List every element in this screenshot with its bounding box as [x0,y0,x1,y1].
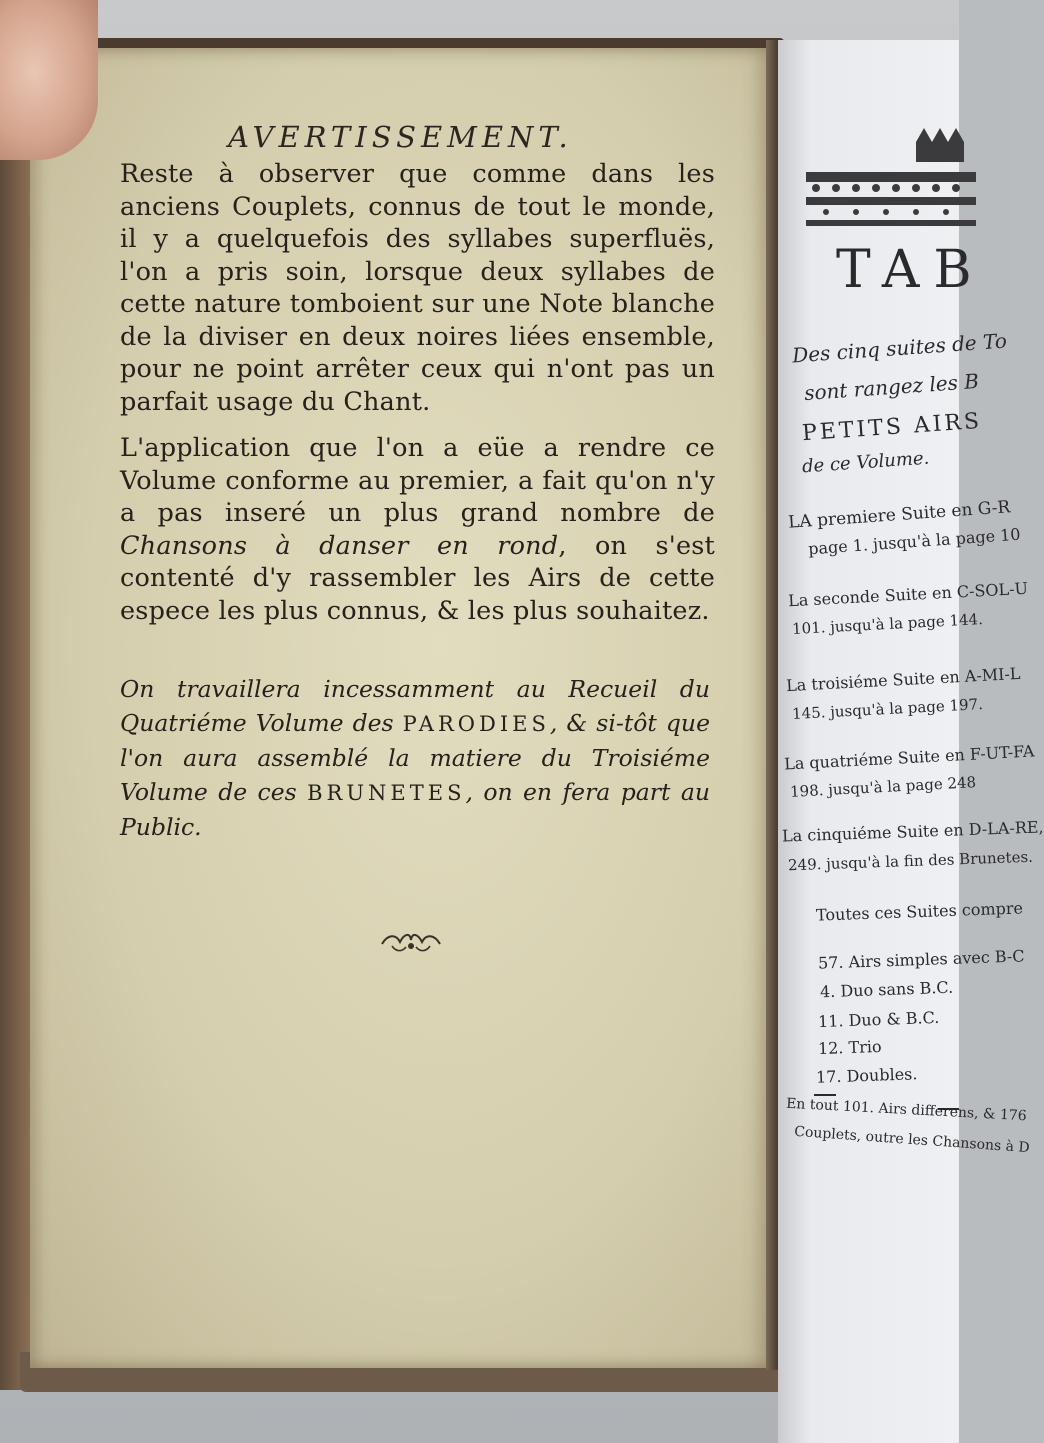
publication-notice [120,672,710,844]
paragraph-1 [120,158,715,418]
summary-intro: Toutes ces Suites compre [815,898,1024,925]
thumb [0,0,98,160]
table-intro-3: PETITS AIRS [801,408,983,447]
table-intro-4: de ce Volume. [801,447,930,478]
right-page [778,40,1044,1443]
notice-parodies: PARODIES [402,712,550,736]
suite-3-line-1: La troisiéme Suite en A-MI-L [785,663,1021,696]
book-cover-left [0,150,30,1390]
suite-5-line-2: 249. jusqu'à la fin des Brunetes. [787,847,1034,875]
suite-4-line-2: 198. jusqu'à la page 248 [789,773,977,801]
table-intro-1: Des cinq suites de To [791,328,1008,368]
total-line-1: En tout 101. Airs differens, & 176 [785,1095,1028,1125]
suite-5-line-1: La cinquiéme Suite en D-LA-RE, [781,817,1044,846]
suite-4-line-1: La quatriéme Suite en F-UT-FA [783,741,1035,774]
paragraph-2-before: L'application que l'on a eüe a rendre ce Volume conforme au premier, a fait qu'on n'y a pas inseré un plus grand nombre de [120,433,715,528]
paragraph-2-italic: Chansons à danser en rond [120,530,559,561]
paragraph-1-text: Reste à observer que comme dans les anciens Couplets, connus de tout le monde, il y a quelquefois des syllabes superfluës, l'on a pris soin, lorsque deux syllabes de cette nature tomboient sur une Note blanche de la diviser en deux noires liées ensemble, pour ne point arrêter ceux qui n'ont pas un parfait usage du Chant. [120,159,715,417]
table-title: TAB [836,240,986,300]
running-head: AVERTISSEMENT. [228,120,573,154]
count-doubles: 17. Doubles. [815,1064,918,1087]
suite-2-line-2: 101. jusqu'à la page 144. [791,610,984,638]
notice-brunetes: BRUNETES [307,781,466,805]
paragraph-2-after: , on s'est contenté d'y rassembler les Airs de cette espece les plus connus, & les plus souhaitez. [120,530,715,626]
decorative-border-icon [806,102,976,232]
table-intro-2: sont rangez les B [803,368,980,406]
sum-rule [814,1094,836,1096]
count-airs-simples: 57. Airs simples avec B-C [817,946,1025,973]
count-trio: 12. Trio [817,1036,882,1059]
count-duo-bc: 11. Duo & B.C. [817,1007,940,1032]
notice-text-3: , on en fera part au Public. [120,778,710,841]
suite-3-line-2: 145. jusqu'à la page 197. [791,695,984,723]
paragraph-2 [120,432,715,627]
suite-1-line-1: LA premiere Suite en G-R [787,497,1011,533]
notice-text-2: , & si-tôt que l'on aura assemblé la matiere du Troisiéme Volume de ces [120,709,710,806]
total-line-2: Couplets, outre les Chansons à D [793,1123,1031,1157]
suite-2-line-1: La seconde Suite en C-SOL-U [787,578,1029,611]
fleuron-ornament-icon [378,930,444,956]
count-duo-sans-bc: 4. Duo sans B.C. [819,977,954,1002]
notice-text-1: On travaillera incessamment au Recueil du Quatriéme Volume des [120,675,710,737]
suite-1-line-2: page 1. jusqu'à la page 10 [807,524,1022,559]
